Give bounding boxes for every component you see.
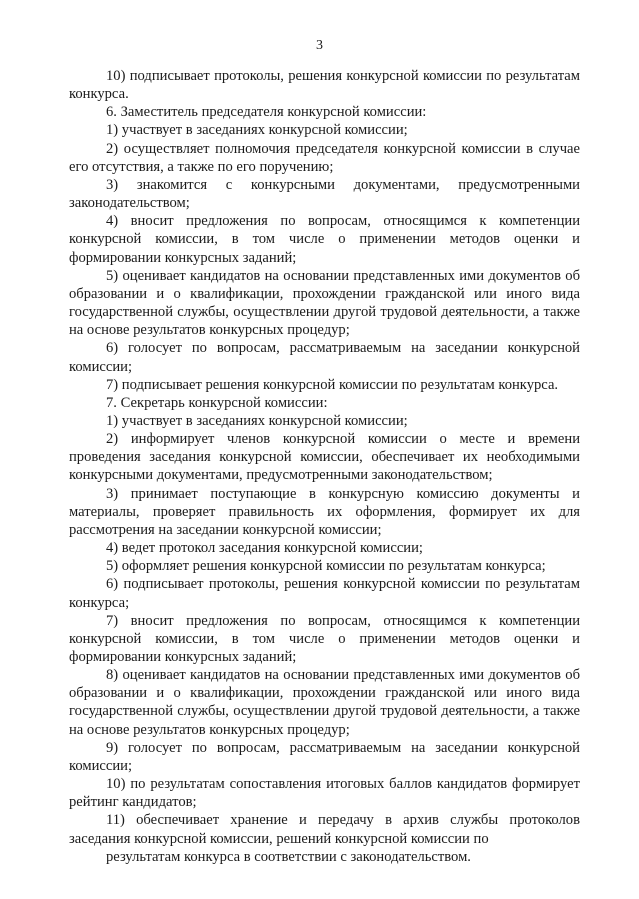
paragraph-16: 6) подписывает протоколы, решения конкурсной комиссии по результатам конкурса; [69,576,580,611]
paragraph-2: 6. Заместитель председателя конкурсной комиссии: [106,104,427,121]
paragraph-17: 7) вносит предложения по вопросам, относящимся к компетенции конкурсной комиссии, в том числе о применении методов оценки и формировании конкурсных заданий; [69,612,580,665]
paragraph-7: 5) оценивает кандидатов на основании представленных ими документов об образовании и о квалификации, прохождении гражданской или иного вида государственной службы, осуществлении другой трудовой деятельности, а также на основе результатов конкурсных процедур; [69,267,580,339]
paragraph-18: 8) оценивает кандидатов на основании представленных ими документов об образовании и о квалификации, прохождении гражданской или иного вида государственной службы, осуществлении другой трудовой деятельности, а также на основе результатов конкурсных процедур; [69,667,580,738]
paragraph-5: 3) знакомится с конкурсными документами, предусмотренными законодательством; [69,176,580,212]
paragraph-20: 10) по результатам сопоставления итоговых баллов кандидатов формирует рейтинг кандидатов; [69,776,580,811]
paragraph-21: 11) обеспечивает хранение и передачу в архив службы протоколов заседания конкурсной комиссии, решений конкурсной комиссии по [69,812,580,847]
paragraph-8: 6) голосует по вопросам, рассматриваемым на заседании конкурсной комиссии; [69,340,580,375]
paragraph-15: 5) оформляет решения конкурсной комиссии по результатам конкурса; [106,558,546,575]
paragraph-1: 10) подписывает протоколы, решения конкурсной комиссии по результатам конкурса. [69,68,580,103]
paragraph-6: 4) вносит предложения по вопросам, относящимся к компетенции конкурсной комиссии, в том числе о применении методов оценки и формировании конкурсных заданий; [69,213,580,266]
paragraph-14: 4) ведет протокол заседания конкурсной комиссии; [106,540,423,557]
paragraph-19: 9) голосует по вопросам, рассматриваемым на заседании конкурсной комиссии; [69,739,580,774]
paragraph-3: 1) участвует в заседаниях конкурсной комиссии; [106,122,408,139]
paragraph-10: 7. Секретарь конкурсной комиссии: [106,394,328,411]
paragraph-9: 7) подписывает решения конкурсной комиссии по результатам конкурса. [106,376,559,393]
paragraph-13: 3) принимает поступающие в конкурсную комиссию документы и материалы, проверяет правильность их оформления, формирует их для рассмотрения на заседании конкурсной комиссии; [69,485,580,538]
paragraph-22: результатам конкурса в соответствии с законодательством. [106,848,471,865]
paragraph-12: 2) информирует членов конкурсной комиссии о месте и времени проведения заседания конкурсной комиссии, обеспечивает их необходимыми конкурсными документами, предусмотренными законодательством; [69,431,580,484]
page-number: 3 [316,38,323,53]
document-body [69,67,580,866]
paragraph-4: 2) осуществляет полномочия председателя конкурсной комиссии в случае его отсутствия, а также по его поручению; [69,140,580,175]
paragraph-11: 1) участвует в заседаниях конкурсной комиссии; [106,412,408,429]
